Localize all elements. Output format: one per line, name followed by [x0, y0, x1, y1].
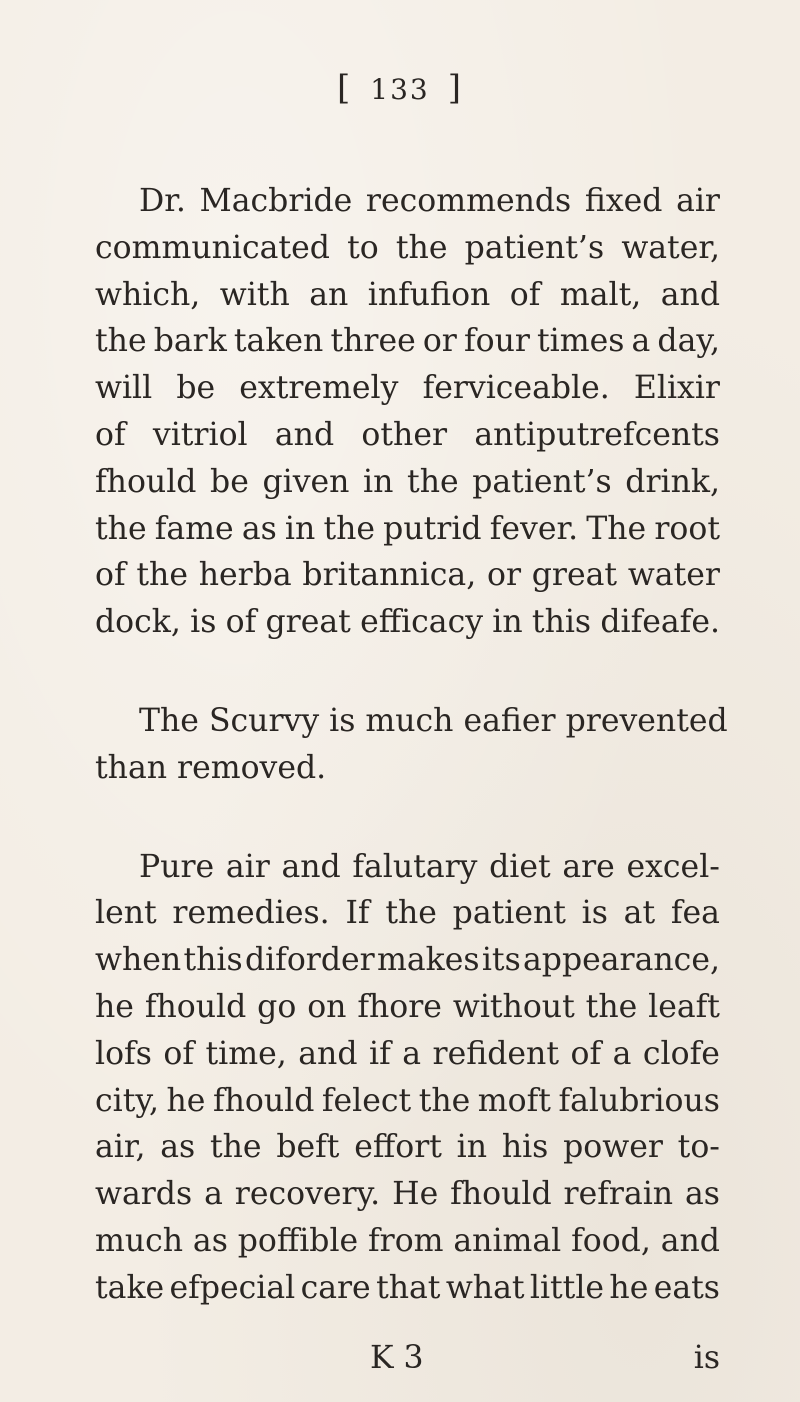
page-header	[0, 68, 800, 108]
text-line: fhould be given in the patient’s drink,	[95, 463, 720, 500]
text-line: communicated to the patient’s water,	[95, 229, 720, 266]
page-number: 133	[370, 73, 430, 106]
text-line: of the herba britannica, or great water	[95, 557, 720, 594]
text-line: air, as the beft effort in his power to-	[95, 1129, 720, 1166]
text-line: the bark taken three or four times a day,	[95, 323, 720, 360]
text-line: city, he fhould felect the moft falubrious	[95, 1082, 720, 1119]
text-line: dock, is of great efficacy in this difeafe.	[95, 604, 720, 641]
bracket-open: [	[337, 68, 353, 108]
text-line: Dr. Macbride recommends fixed air	[139, 183, 720, 219]
page-footer	[95, 1340, 720, 1386]
text-line: much as poffible from animal food, and	[95, 1222, 720, 1259]
text-line: the fame as in the putrid fever. The root	[95, 510, 720, 547]
text-line: than removed.	[95, 749, 327, 786]
paragraph-gap	[95, 646, 720, 698]
text-line: lofs of time, and if a refident of a clofe	[95, 1035, 720, 1072]
text-line: take efpecial care that what little he eats	[95, 1269, 720, 1306]
catchword: is	[693, 1340, 720, 1376]
paragraph	[95, 844, 720, 1312]
paragraph	[95, 178, 720, 646]
paragraph	[95, 698, 728, 792]
text-line: will be extremely ferviceable. Elixir	[95, 370, 720, 407]
text-line: when this diforder makes its appearance,	[95, 942, 720, 979]
paragraph-gap	[95, 792, 720, 844]
text-line: wards a recovery. He fhould refrain as	[95, 1176, 720, 1213]
bracket-close: ]	[447, 68, 463, 108]
text-line: of vitriol and other antiputrefcents	[95, 416, 720, 453]
text-line: he fhould go on fhore without the leaft	[95, 988, 720, 1025]
text-line: The Scurvy is much eafier prevented	[139, 702, 728, 739]
text-line: Pure air and falutary diet are excel-	[139, 848, 720, 885]
body-text	[95, 178, 728, 1312]
text-line: which, with an infufion of malt, and	[95, 276, 720, 313]
signature-mark: K 3	[370, 1340, 424, 1376]
text-line: lent remedies. If the patient is at fea	[95, 895, 720, 932]
